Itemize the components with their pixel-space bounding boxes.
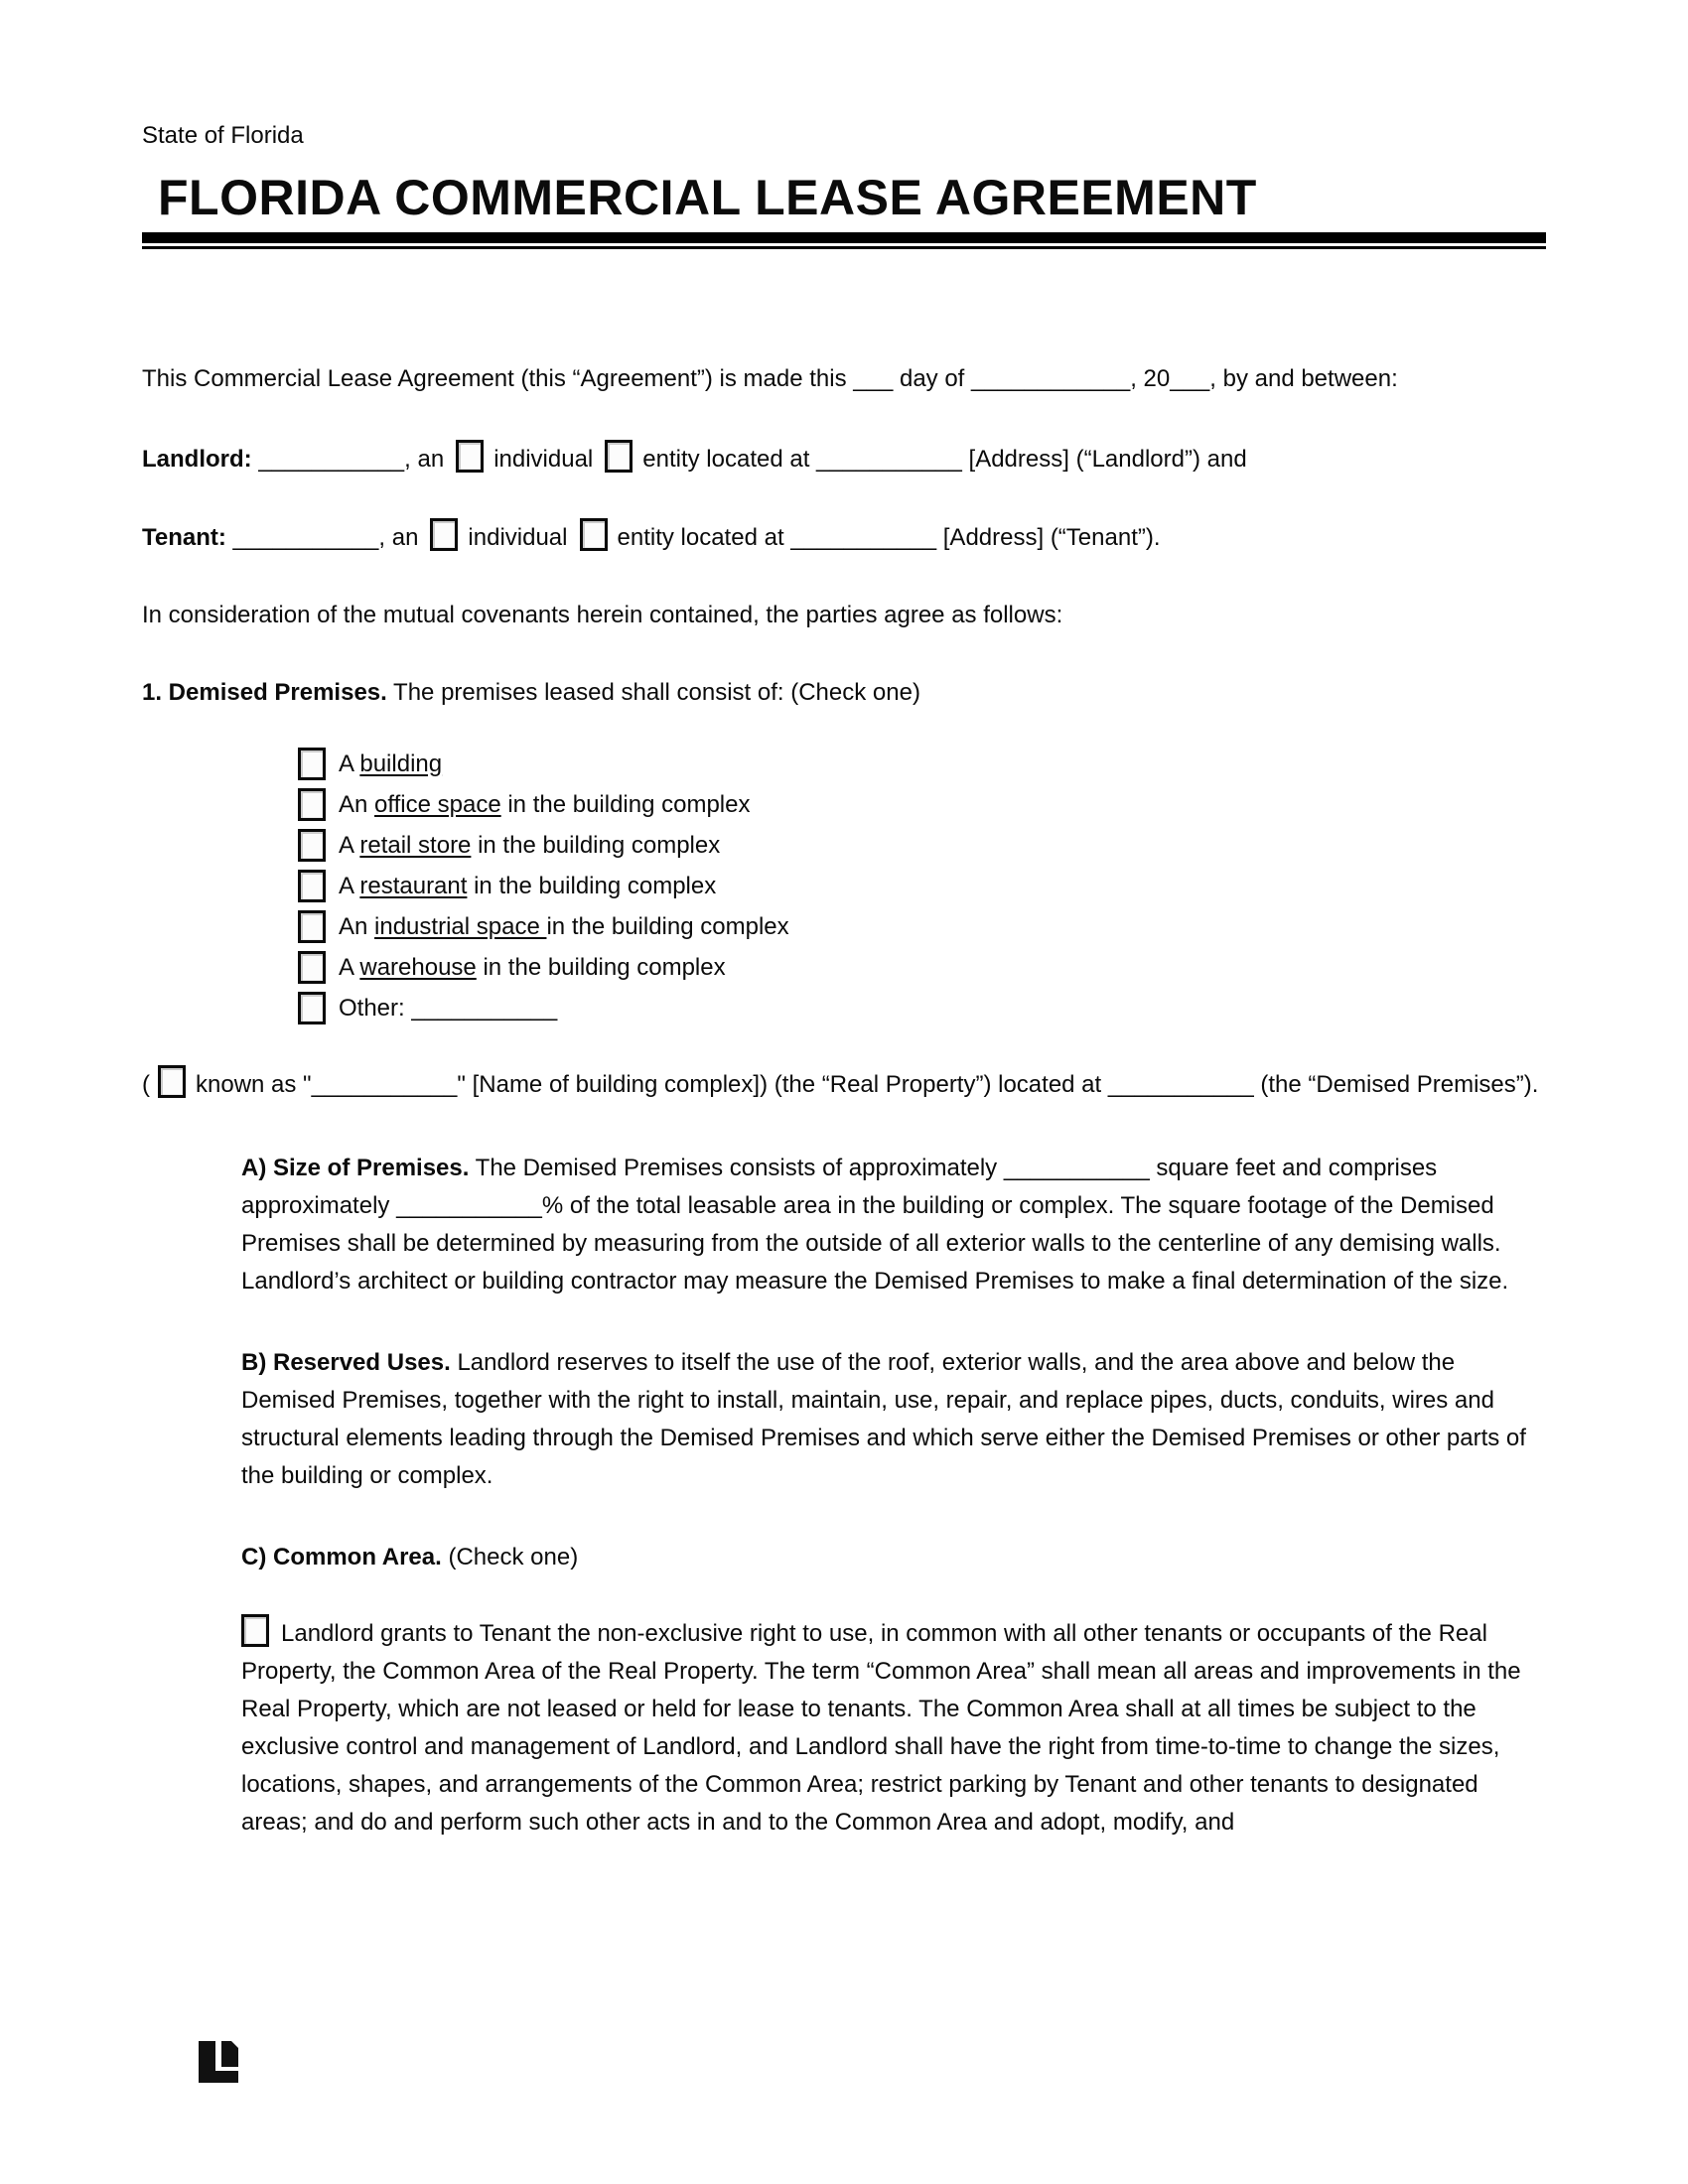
option-label: An industrial space in the building complex — [339, 912, 789, 940]
office-space-checkbox[interactable] — [298, 788, 326, 821]
page-title: FLORIDA COMMERCIAL LEASE AGREEMENT — [158, 170, 1257, 225]
reserved-uses-label: B) Reserved Uses. — [241, 1349, 451, 1376]
reserved-uses-paragraph — [241, 1344, 1546, 1495]
section1-heading — [142, 674, 1546, 712]
premises-options — [142, 744, 1546, 1028]
legal-templates-logo — [199, 2041, 238, 2083]
building-checkbox[interactable] — [298, 748, 326, 780]
tenant-name-blank: ___________, an — [225, 524, 419, 551]
option-label: An office space in the building complex — [339, 790, 751, 818]
common-area-heading-text: (Check one) — [441, 1544, 579, 1570]
restaurant-checkbox[interactable] — [298, 870, 326, 902]
section1-heading-label: 1. Demised Premises. — [142, 679, 387, 706]
landlord-individual-checkbox[interactable] — [456, 440, 484, 473]
premises-option-warehouse — [298, 947, 1546, 988]
tenant-individual-label: individual — [468, 524, 568, 551]
size-of-premises-text: The Demised Premises consists of approximately ___________ square feet and comprises approximately ___________% of the total leasable area in the building or complex. The square footage of the Demised Premises shall be determined by measuring from the outside of all exterior walls to the centerline of any demising walls. Landlord’s architect or building contractor may measure the Demised Premises to make a final determination of the size. — [241, 1155, 1509, 1295]
known-as-line — [142, 1065, 1546, 1104]
intro-paragraph: This Commercial Lease Agreement (this “Agreement”) is made this ___ day of ____________, 20___, by and between: — [142, 365, 1398, 392]
landlord-name-blank: ___________, an — [251, 446, 445, 473]
warehouse-checkbox[interactable] — [298, 951, 326, 984]
size-of-premises-paragraph — [241, 1150, 1546, 1300]
section1-heading-text: The premises leased shall consist of: (Check one) — [386, 679, 920, 706]
landlord-line — [142, 440, 1546, 478]
tenant-entity-checkbox[interactable] — [580, 518, 608, 551]
common-area-option-text: Landlord grants to Tenant the non-exclusive right to use, in common with all other tenants or occupants of the Real Property, the Common Area of the Real Property. The term “Common Area” shall mean all areas and improvements in the Real Property, which are not leased or held for lease to tenants. The Common Area shall at all times be subject to the exclusive control and management of Landlord, and Landlord shall have the right from time-to-time to change the sizes, locations, shapes, and arrangements of the Common Area; restrict parking by Tenant and other tenants to designated areas; and do and perform such other acts in and to the Common Area and adopt, modify, and — [241, 1620, 1521, 1836]
known-as-open-paren: ( — [142, 1071, 150, 1098]
consideration-paragraph: In consideration of the mutual covenants herein contained, the parties agree as follows: — [142, 602, 1063, 628]
retail-store-checkbox[interactable] — [298, 829, 326, 862]
common-area-label: C) Common Area. — [241, 1544, 442, 1570]
tenant-line — [142, 518, 1546, 557]
industrial-space-checkbox[interactable] — [298, 910, 326, 943]
option-label: A restaurant in the building complex — [339, 872, 717, 899]
landlord-entity-text: entity located at ___________ [Address] (“Landlord”) and — [642, 446, 1247, 473]
reserved-uses-text: Landlord reserves to itself the use of the roof, exterior walls, and the area above and below the Demised Premises, together with the right to install, maintain, use, repair, and replace pipes, ducts, conduits, wires and structural elements leading through the Demised Premises and which serve either the Demised Premises or other parts of the building or complex. — [241, 1349, 1526, 1489]
premises-option-industrial-space — [298, 906, 1546, 947]
state-label: State of Florida — [142, 122, 304, 149]
known-as-text: known as "___________" [Name of building complex]) (the “Real Property”) located at ___________ (the “Demised Premises”). — [196, 1071, 1539, 1098]
landlord-label: Landlord: — [142, 446, 252, 473]
option-label: Other: ___________ — [339, 994, 558, 1022]
known-as-checkbox[interactable] — [158, 1065, 186, 1098]
common-area-option-paragraph — [241, 1614, 1546, 1842]
tenant-label: Tenant: — [142, 524, 226, 551]
option-label: A warehouse in the building complex — [339, 953, 726, 981]
option-label: A retail store in the building complex — [339, 831, 721, 859]
premises-option-building — [298, 744, 1546, 784]
title-rule-thin — [142, 246, 1546, 249]
option-label: A building — [339, 750, 443, 777]
title-rule-thick — [142, 232, 1546, 243]
premises-option-office-space — [298, 784, 1546, 825]
landlord-entity-checkbox[interactable] — [605, 440, 633, 473]
common-area-heading — [241, 1539, 1546, 1576]
premises-option-other — [298, 988, 1546, 1028]
premises-option-retail-store — [298, 825, 1546, 866]
tenant-individual-checkbox[interactable] — [430, 518, 458, 551]
other-checkbox[interactable] — [298, 992, 326, 1024]
landlord-individual-label: individual — [493, 446, 594, 473]
tenant-entity-text: entity located at ___________ [Address] (“Tenant”). — [617, 524, 1161, 551]
premises-option-restaurant — [298, 866, 1546, 906]
common-area-checkbox[interactable] — [241, 1614, 269, 1647]
size-of-premises-label: A) Size of Premises. — [241, 1155, 470, 1181]
